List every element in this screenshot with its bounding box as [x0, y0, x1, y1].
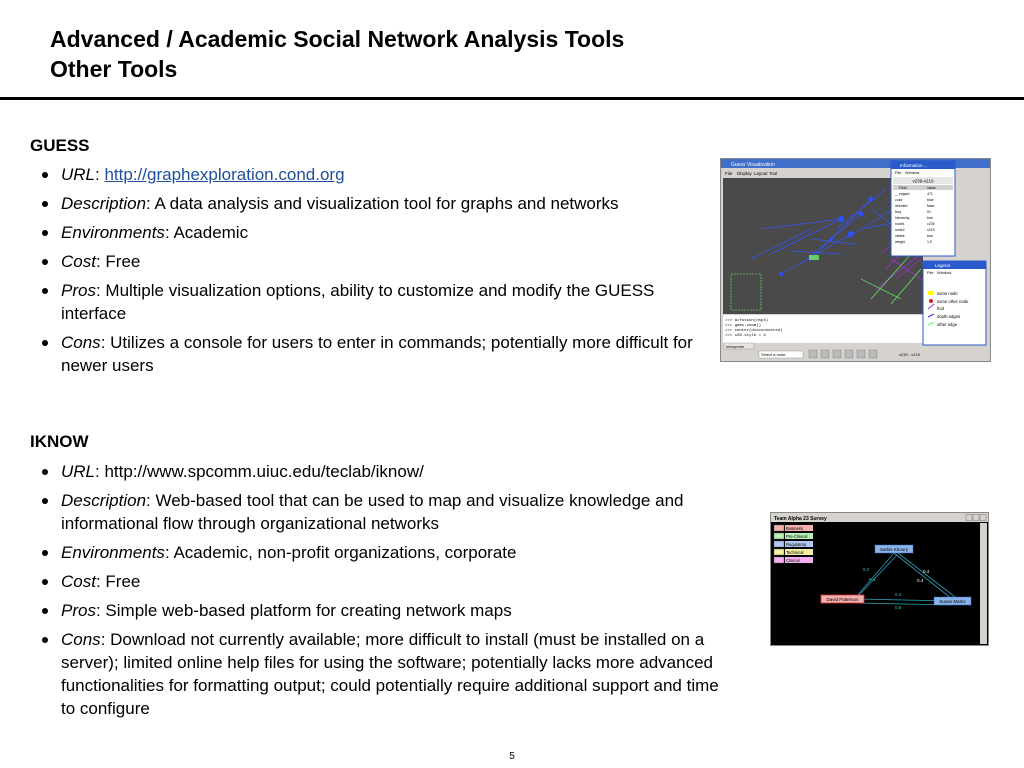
legend-swatch-other-node	[929, 299, 933, 303]
iknow-category-swatch	[774, 533, 784, 539]
guess-pros-value: : Multiple visualization options, ability to customize and modify the GUESS interface	[61, 281, 655, 323]
iknow-category-label[interactable]: Pre-Clinical	[786, 534, 808, 539]
iknow-node-david-patterson-label: David Patterson	[826, 597, 859, 602]
iknow-category-swatch	[774, 557, 784, 563]
guess-info-field: freq	[895, 210, 902, 214]
title-divider	[0, 97, 1024, 100]
guess-info-col-field: Field	[899, 186, 907, 190]
title-line-1: Advanced / Academic Social Network Analysis Tools	[50, 26, 625, 52]
iknow-pros-key: Pros	[61, 601, 96, 620]
iknow-url-key: URL	[61, 462, 96, 481]
guess-pros-item	[30, 279, 700, 325]
guess-info-value: 1.0	[927, 240, 932, 244]
iknow-description-value: : Web-based tool that can be used to map and visualize knowledge and informational flow through organizational networks	[61, 491, 684, 533]
iknow-environments-key: Environments	[61, 543, 165, 562]
iknow-node-susan-marks-label: Susan Marks	[939, 599, 966, 604]
iknow-pros-item	[30, 599, 720, 622]
guess-info-field: hierarchy	[895, 216, 910, 220]
legend-item-depth-edges: depth edges	[937, 314, 961, 319]
guess-info-value: 471	[927, 192, 933, 196]
iknow-heading: IKNOW	[30, 432, 89, 451]
iknow-pros-value: : Simple web-based platform for creating network maps	[95, 601, 512, 620]
guess-info-field: node1	[895, 222, 905, 226]
iknow-minimize-button[interactable]	[966, 515, 972, 521]
legend-item-fruit: fruit	[937, 306, 944, 311]
guess-info-field: visible	[895, 234, 905, 238]
iknow-category-swatch	[774, 525, 784, 531]
guess-info-value: v219	[927, 228, 935, 232]
guess-info-value: true	[927, 234, 934, 238]
iknow-edge-label-5: 0.4	[895, 592, 902, 597]
guess-pros-key: Pros	[61, 281, 96, 300]
guess-select-node-label: Select a node	[761, 352, 786, 357]
guess-info-value: 91	[927, 210, 931, 214]
iknow-edge-label-6: 0.6	[895, 605, 902, 610]
guess-info-title: Information ...	[900, 163, 928, 168]
guess-menu-file[interactable]: File	[725, 171, 733, 176]
guess-cost-item	[30, 250, 700, 273]
guess-console-line-1: >>> a=fusion(nsp4)	[725, 319, 769, 323]
iknow-close-button[interactable]	[980, 515, 986, 521]
guess-menu-tool[interactable]: Tool	[769, 171, 778, 176]
guess-cons-item	[30, 331, 700, 377]
guess-info-field: weight	[895, 240, 906, 244]
guess-environments-key: Environments	[61, 223, 165, 242]
guess-environments-value: : Academic	[164, 223, 249, 242]
iknow-edge-label-3: 0.4	[923, 569, 930, 574]
iknow-description-item	[30, 489, 720, 535]
iknow-window-title: Team Alpha 23 Survey	[774, 516, 827, 522]
guess-description-key: Description	[61, 194, 147, 213]
guess-info-field: node2	[895, 228, 905, 232]
iknow-environments-item	[30, 541, 720, 564]
guess-url-link[interactable]: http://graphexploration.cond.org	[104, 165, 345, 184]
guess-info-header: v239-v219	[912, 178, 934, 184]
guess-description-value: : A data analysis and visualization tool for graphs and networks	[146, 194, 619, 213]
iknow-edge-label-1: 0.2	[863, 567, 870, 572]
iknow-edge-label-4: 0.4	[917, 578, 924, 583]
iknow-cons-key: Cons	[61, 630, 101, 649]
iknow-node-sarkis-khoury-label: Sarkis Khoury	[879, 547, 909, 552]
iknow-cons-item	[30, 628, 720, 720]
guess-console-line-2: >>> gemi.zoom()	[725, 324, 762, 328]
guess-legend-menu-file[interactable]: File	[927, 270, 934, 275]
guess-menu-layout[interactable]: Layout	[754, 171, 768, 176]
iknow-environments-value: : Academic, non-profit organizations, corporate	[164, 543, 517, 562]
guess-heading: GUESS	[30, 136, 90, 155]
guess-url-key: URL	[61, 165, 96, 184]
guess-info-col-value: Value	[927, 186, 936, 190]
guess-status: v239 - v219	[899, 352, 920, 357]
iknow-category-label[interactable]: Regulatory	[786, 542, 807, 547]
iknow-category-label[interactable]: Clinical	[786, 558, 800, 563]
guess-cost-value: : Free	[95, 252, 141, 271]
legend-item-other-node: some other node	[937, 299, 969, 304]
iknow-category-label[interactable]: Business	[786, 526, 803, 531]
slide-title	[50, 24, 624, 84]
guess-info-menu-file[interactable]: File	[895, 170, 902, 175]
guess-console-line-3: >>> center(disconnected)	[725, 329, 783, 333]
legend-item-some-node: some node	[937, 291, 958, 296]
iknow-scrollbar[interactable]	[980, 523, 987, 644]
iknow-cost-key: Cost	[61, 572, 96, 591]
iknow-category-swatch	[774, 541, 784, 547]
iknow-cons-value: : Download not currently available; more difficult to install (must be installed on a server); limited online help files for using the software; potentially lacks more advanced functionalities for formatting output; could potentially require additional support and time to configure	[61, 630, 719, 718]
guess-window-title: Guess Visualization	[731, 162, 775, 168]
guess-screenshot	[720, 158, 991, 362]
iknow-cost-value: : Free	[95, 572, 141, 591]
iknow-maximize-button[interactable]	[973, 515, 979, 521]
guess-cons-value: : Utilizes a console for users to enter in commands; potentially more difficult for newer users	[61, 333, 693, 375]
legend-swatch-some-node	[928, 291, 934, 295]
guess-url-item: URL: http://graphexploration.cond.org	[30, 163, 700, 186]
iknow-category-swatch	[774, 549, 784, 555]
iknow-screenshot	[770, 512, 989, 646]
iknow-category-label[interactable]: Technical	[786, 550, 804, 555]
guess-cons-key: Cons	[61, 333, 101, 352]
guess-info-value: true	[927, 216, 934, 220]
guess-info-menu-window[interactable]: Window	[905, 170, 920, 175]
page-number: 5	[509, 751, 515, 762]
guess-list	[30, 163, 700, 383]
guess-info-value: false	[927, 204, 935, 208]
guess-environments-item	[30, 221, 700, 244]
guess-description-item	[30, 192, 700, 215]
guess-info-field: __edgeid	[895, 192, 910, 196]
iknow-cost-item	[30, 570, 720, 593]
iknow-url-item	[30, 460, 720, 483]
iknow-edge-label-2: 0.4	[869, 577, 876, 582]
title-line-2: Other Tools	[50, 56, 178, 82]
guess-info-field: directed	[895, 204, 908, 208]
guess-info-field: color	[895, 198, 903, 202]
guess-info-value: v239	[927, 222, 935, 226]
iknow-list	[30, 460, 720, 726]
guess-interpreter-tab[interactable]: Interpreter	[726, 344, 745, 349]
iknow-description-key: Description	[61, 491, 147, 510]
guess-cost-key: Cost	[61, 252, 96, 271]
iknow-url-value: : http://www.spcomm.uiuc.edu/teclab/iknow/	[95, 462, 424, 481]
guess-legend-title: Legend	[935, 263, 951, 268]
guess-console-line-4: >>> v29.style = 4	[725, 334, 766, 338]
guess-legend-menu-window[interactable]: Window	[937, 270, 952, 275]
guess-info-value: blue	[927, 198, 934, 202]
guess-menu-display[interactable]: Display	[737, 171, 752, 176]
legend-item-other-edge: other edge	[937, 322, 958, 327]
